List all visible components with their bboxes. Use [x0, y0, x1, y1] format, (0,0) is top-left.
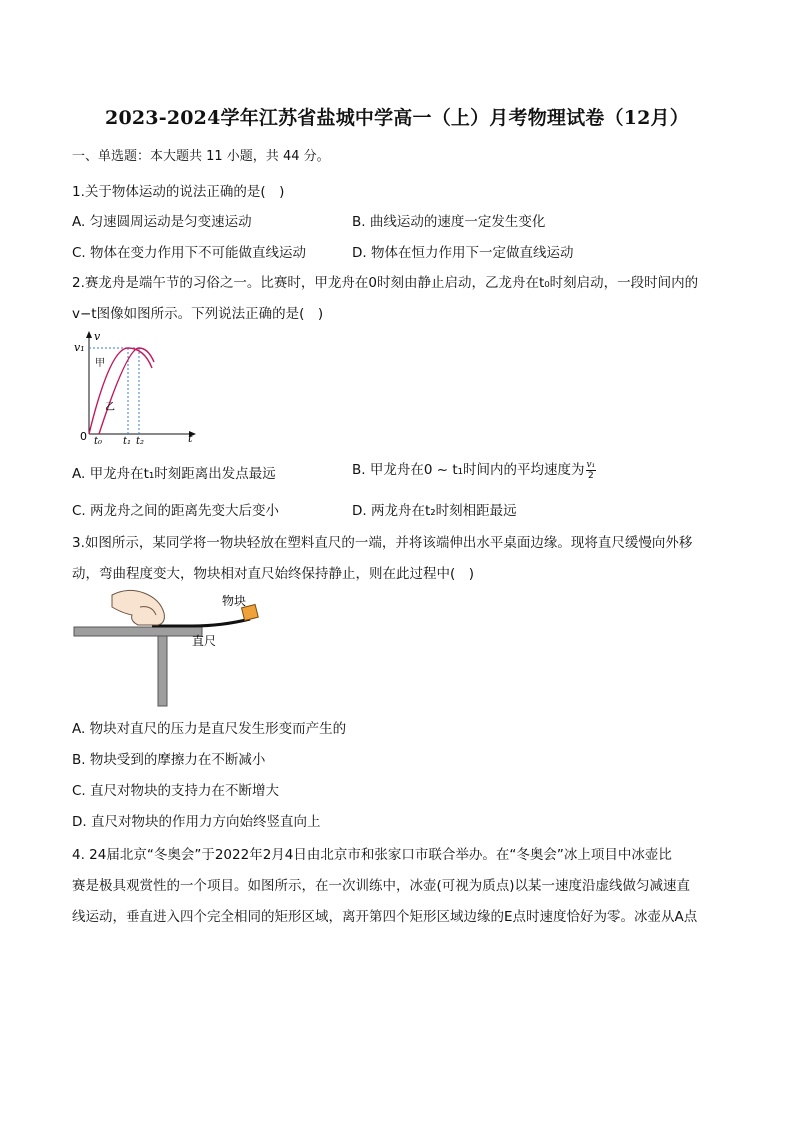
q2-option-c: C. 两龙舟之间的距离先变大后变小: [72, 503, 280, 519]
vt-graph: [72, 328, 202, 446]
t0-label: t₀: [94, 436, 103, 446]
q2-stem-line2: v−t图像如图所示。下列说法正确的是( ): [72, 306, 324, 322]
v-axis-label: v: [94, 330, 101, 343]
curve-yi: [99, 348, 154, 434]
v1-label: v₁: [74, 341, 85, 354]
q2-option-b-fraction: [586, 460, 597, 481]
q2-option-d: D. 两龙舟在t₂时刻相距最远: [352, 503, 517, 519]
ruler-strip: [152, 619, 250, 626]
q1-option-a: A. 匀速圆周运动是匀变速运动: [72, 214, 252, 230]
fraction-denominator: 2: [588, 470, 594, 481]
t1-label: t₁: [123, 436, 132, 446]
q3-option-d: D. 直尺对物块的作用力方向始终竖直向上: [72, 814, 321, 830]
q3-option-c: C. 直尺对物块的支持力在不断增大: [72, 783, 280, 799]
yi-label: 乙: [105, 402, 115, 413]
table-leg: [158, 636, 167, 706]
t-axis-label: t: [188, 432, 193, 445]
q1-option-d: D. 物体在恒力作用下一定做直线运动: [352, 245, 574, 261]
q3-option-b: B. 物块受到的摩擦力在不断减小: [72, 752, 266, 768]
q2-stem-line1: 2.赛龙舟是端午节的习俗之一。比赛时，甲龙舟在0时刻由静止启动，乙龙舟在t₀时刻启动，一段时间内的: [72, 275, 699, 291]
q4-line3: 线运动，垂直进入四个完全相同的矩形区域，离开第四个矩形区域边缘的E点时速度恰好为零。冰壶从A点: [72, 909, 698, 925]
ruler-label: 直尺: [192, 634, 217, 648]
fraction-numerator: v₁: [586, 459, 596, 470]
q3-stem-line2: 动，弯曲程度变大，物块相对直尺始终保持静止，则在此过程中( ): [72, 566, 475, 582]
q2-option-b-text: B. 甲龙舟在0 ~ t₁时间内的平均速度为: [352, 462, 585, 478]
q4-line1: 4. 24届北京“冬奥会”于2022年2月4日由北京市和张家口市联合举办。在“冬奥会”冰上项目中冰壶比: [72, 847, 672, 863]
q3-stem-line1: 3.如图所示，某同学将一物块轻放在塑料直尺的一端，并将该端伸出水平桌面边缘。现将直尺缓慢向外移: [72, 535, 693, 551]
jia-label: 甲: [95, 358, 105, 369]
q3-option-a: A. 物块对直尺的压力是直尺发生形变而产生的: [72, 721, 347, 737]
q2-option-a: A. 甲龙舟在t₁时刻距离出发点最远: [72, 466, 276, 482]
section-heading: 一、单选题：本大题共 11 小题，共 44 分。: [72, 149, 330, 164]
q1-option-c: C. 物体在变力作用下不可能做直线运动: [72, 245, 307, 261]
q1-option-b: B. 曲线运动的速度一定发生变化: [352, 214, 546, 230]
q2-option-b: [352, 458, 596, 481]
table-top: [74, 627, 202, 636]
origin-label: 0: [80, 430, 87, 443]
q4-line2: 赛是极具观赏性的一个项目。如图所示，在一次训练中，冰壶(可视为质点)以某一速度沿虚线做匀减速直: [72, 878, 691, 894]
ruler-diagram: [72, 585, 262, 709]
page-title: 2023-2024学年江苏省盐城中学高一（上）月考物理试卷（12月）: [105, 107, 689, 129]
v-axis-arrow: [86, 331, 92, 338]
q1-stem: 1.关于物体运动的说法正确的是( ): [72, 184, 285, 200]
hand-shape: [112, 590, 164, 625]
block-label: 物块: [222, 594, 247, 608]
t2-label: t₂: [136, 436, 145, 446]
